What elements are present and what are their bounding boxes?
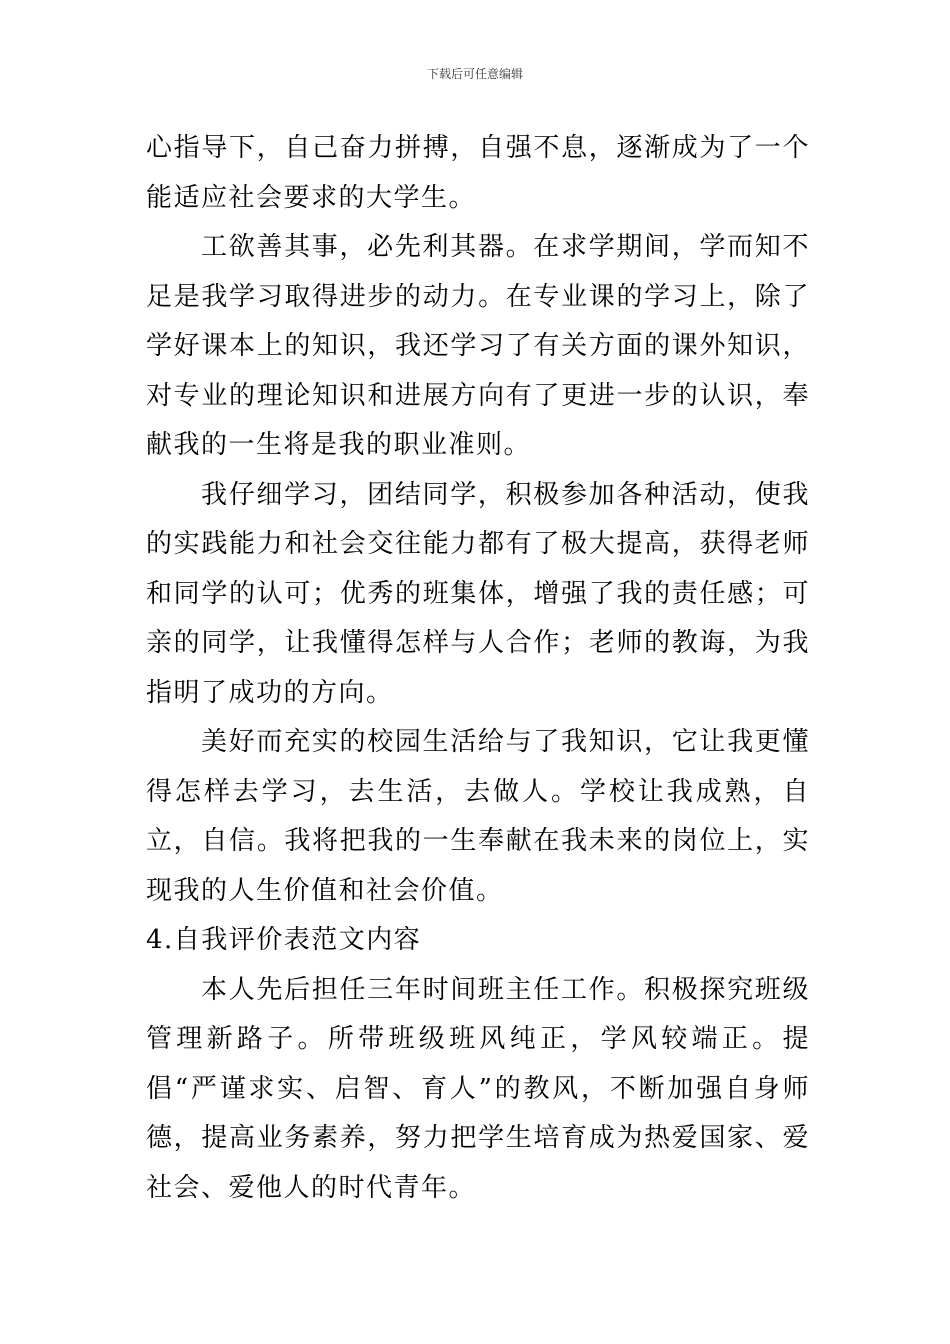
paragraph-tools: 工欲善其事，必先利其器。在求学期间，学而知不足是我学习取得进步的动力。在专业课的学习上，除了学好课本上的知识，我还学习了有关方面的课外知识，对专业的理论知识和进展方向有了更进一步的认识，奉献我的一生将是我的职业准则。 <box>146 232 810 460</box>
page-header: 下载后可任意编辑 <box>426 67 523 81</box>
paragraph-continuation: 心指导下，自己奋力拼搏，自强不息，逐渐成为了一个能适应社会要求的大学生。 <box>146 133 810 213</box>
paragraph-study: 我仔细学习，团结同学，积极参加各种活动，使我的实践能力和社会交往能力都有了极大提高，获得老师和同学的认可；优秀的班集体，增强了我的责任感；可亲的同学，让我懂得怎样与人合作；老师的教诲，为我指明了成功的方向。 <box>146 479 810 708</box>
paragraph-campus-life: 美好而充实的校园生活给与了我知识，它让我更懂得怎样去学习，去生活，去做人。学校让我成熟，自立，自信。我将把我的一生奉献在我未来的岗位上，实现我的人生价值和社会价值。 <box>146 727 810 906</box>
section-heading: 4.自我评价表范文内容 <box>146 925 422 955</box>
paragraph-teacher: 本人先后担任三年时间班主任工作。积极探究班级管理新路子。所带班级班风纯正，学风较端正。提倡“严谨求实、启智、育人”的教风，不断加强自身师德，提高业务素养，努力把学生培育成为热爱国家、爱社会、爱他人的时代青年。 <box>146 974 810 1203</box>
document-body <box>146 124 810 1213</box>
